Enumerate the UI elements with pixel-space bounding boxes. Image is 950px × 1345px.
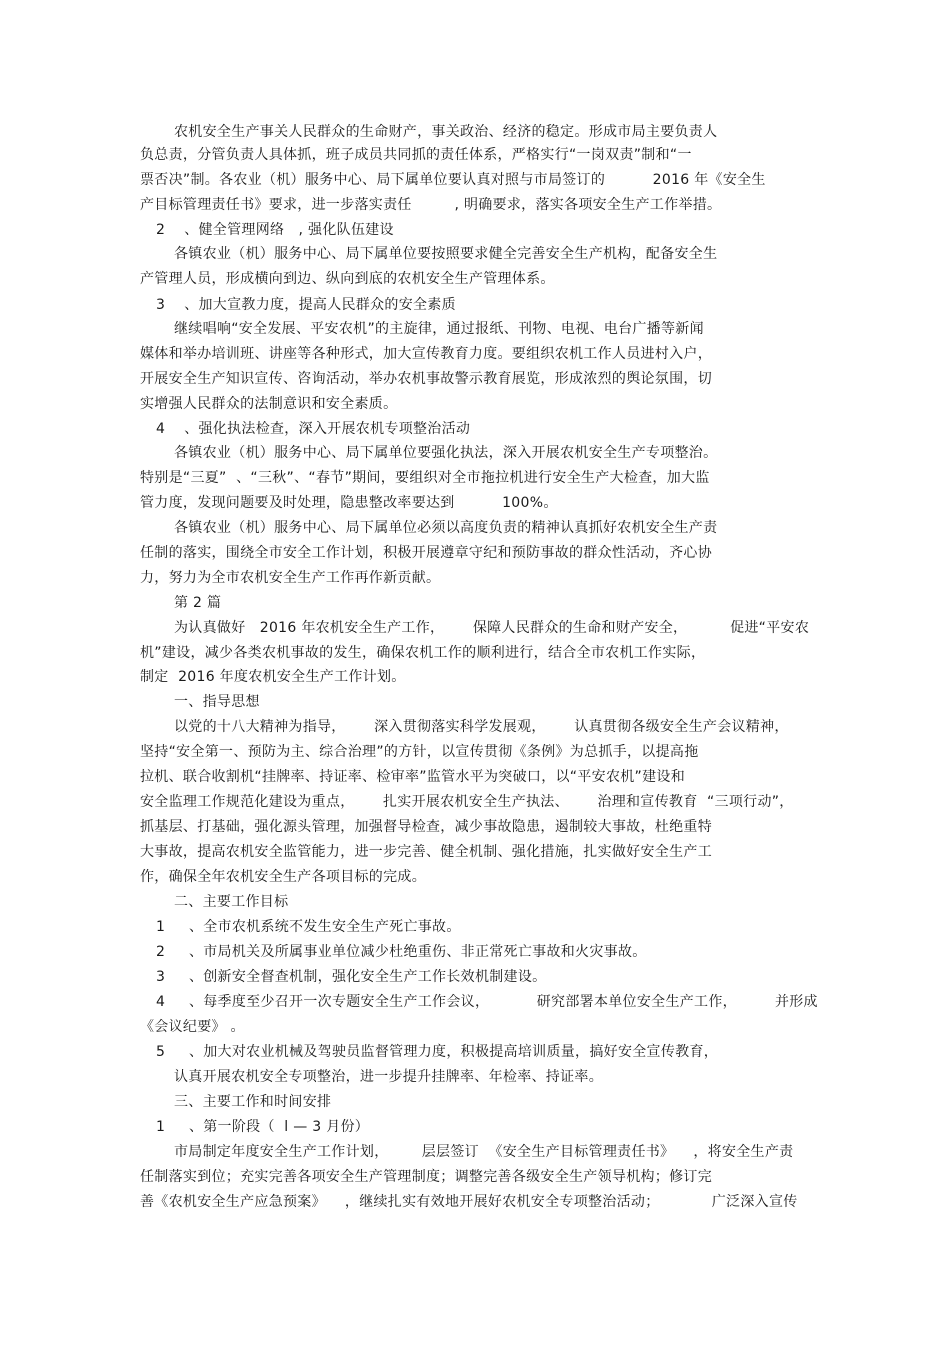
section-heading: 4 、强化执法检查，深入开展农机专项整治活动: [156, 421, 471, 437]
text-line: 任制落实到位；充实完善各项安全生产管理制度；调整完善各级安全生产领导机构；修订完: [140, 1169, 712, 1185]
text-line: 开展安全生产知识宣传、咨询活动，举办农机事故警示教育展览，形成浓烈的舆论氛围，切: [140, 371, 712, 387]
text-line: 善《农机安全生产应急预案》 ，继续扎实有效地开展好农机安全专项整治活动； 广泛深入宣传: [140, 1194, 798, 1210]
text-line: 各镇农业（机）服务中心、局下属单位必须以高度负责的精神认真抓好农机安全生产责: [174, 520, 718, 536]
text-line: 各镇农业（机）服务中心、局下属单位要强化执法，深入开展农机安全生产专项整治。: [174, 445, 718, 461]
text-line: 认真开展农机安全专项整治，进一步提升挂牌率、年检率、持证率。: [174, 1069, 603, 1085]
list-item: 3 、创新安全督查机制，强化安全生产工作长效机制建设。: [156, 969, 547, 985]
list-item: 5 、加大对农业机械及驾驶员监督管理力度，积极提高培训质量，搞好安全宣传教育，: [156, 1044, 719, 1060]
text-line: 力，努力为全市农机安全生产工作再作新贡献。: [140, 570, 441, 586]
section-heading: 三、主要工作和时间安排: [174, 1094, 332, 1110]
text-line: 继续唱响“安全发展、平安农机”的主旋律，通过报纸、刊物、电视、电台广播等新闻: [174, 321, 704, 337]
section-heading: 2 、健全管理网络 , 强化队伍建设: [156, 222, 394, 238]
list-item: 1 、第一阶段（ l — 3 月份）: [156, 1119, 370, 1135]
text-line: 机”建设，减少各类农机事故的发生，确保农机工作的顺利进行，结合全市农机工作实际，: [140, 645, 706, 661]
list-item: 1 、全市农机系统不发生安全生产死亡事故。: [156, 919, 461, 935]
text-line: 特别是“三夏” 、“三秋”、“春节”期间，要组织对全市拖拉机进行安全生产大检查，加大监: [140, 470, 710, 486]
text-line: 制定 2016 年度农机安全生产工作计划。: [140, 669, 406, 685]
text-line: 坚持“安全第一、预防为主、综合治理”的方针，以宣传贯彻《条例》为总抓手，以提高拖: [140, 744, 699, 760]
text-line: 媒体和举办培训班、讲座等各种形式，加大宣传教育力度。要组织农机工作人员进村入户，: [140, 346, 712, 362]
section-heading: 一、指导思想: [174, 694, 260, 710]
section-heading: 二、主要工作目标: [174, 894, 289, 910]
text-line: 各镇农业（机）服务中心、局下属单位要按照要求健全完善安全生产机构，配备安全生: [174, 246, 718, 262]
text-line: 拉机、联合收割机“挂牌率、持证率、检审率”监管水平为突破口，以“平安农机”建设和: [140, 769, 686, 785]
text-line: 管力度，发现问题要及时处理，隐患整改率要达到 100%。: [140, 495, 558, 511]
text-line: 市局制定年度安全生产工作计划， 层层签订 《安全生产目标管理责任书》 ，将安全生产责: [174, 1144, 794, 1160]
text-line: 负总责，分管负责人具体抓，班子成员共同抓的责任体系，严格实行“一岗双责”制和“一: [140, 147, 692, 163]
section-heading: 3 、加大宣教力度，提高人民群众的安全素质: [156, 297, 456, 313]
text-line: 作，确保全年农机安全生产各项目标的完成。: [140, 869, 426, 885]
list-item: 2 、市局机关及所属事业单位减少杜绝重伤、非正常死亡事故和火灾事故。: [156, 944, 647, 960]
text-line: 为认真做好 2016 年农机安全生产工作， 保障人民群众的生命和财产安全， 促进“平安农: [174, 620, 810, 636]
text-line: 农机安全生产事关人民群众的生命财产，事关政治、经济的稳定。形成市局主要负责人: [174, 124, 718, 140]
part-title: 第 2 篇: [174, 595, 222, 611]
text-line: 任制的落实，围绕全市安全工作计划，积极开展遵章守纪和预防事故的群众性活动，齐心协: [140, 545, 712, 561]
text-line: 安全监理工作规范化建设为重点， 扎实开展农机安全生产执法、 治理和宣传教育 “三项行动”，: [140, 794, 794, 810]
text-line: 以党的十八大精神为指导， 深入贯彻落实科学发展观， 认真贯彻各级安全生产会议精神，: [174, 719, 789, 735]
text-line: 产管理人员，形成横向到边、纵向到底的农机安全生产管理体系。: [140, 271, 555, 287]
text-line: 大事故，提高农机安全监管能力，进一步完善、健全机制、强化措施，扎实做好安全生产工: [140, 844, 712, 860]
text-line: 实增强人民群众的法制意识和安全素质。: [140, 396, 398, 412]
text-line: 抓基层、打基础，强化源头管理，加强督导检查，减少事故隐患，遏制较大事故，杜绝重特: [140, 819, 712, 835]
text-line: 产目标管理责任书》要求，进一步落实责任 , 明确要求，落实各项安全生产工作举措。: [140, 197, 722, 213]
text-line: 《会议纪要》 。: [140, 1019, 245, 1035]
list-item: 4 、每季度至少召开一次专题安全生产工作会议， 研究部署本单位安全生产工作， 并形成: [156, 994, 818, 1010]
text-line: 票否决”制。各农业（机）服务中心、局下属单位要认真对照与市局签订的 2016 年《安全生: [140, 172, 766, 188]
